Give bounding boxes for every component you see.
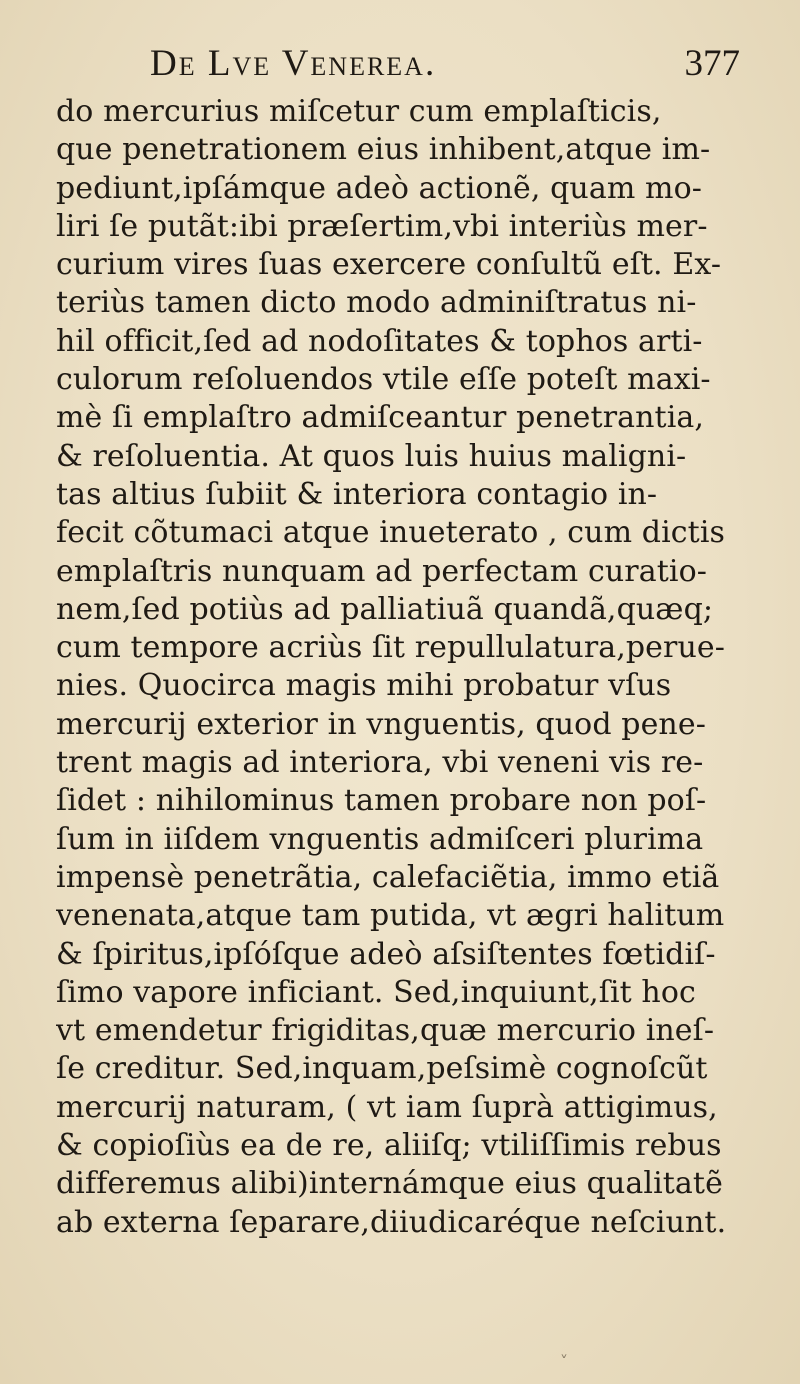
pencil-mark: ˅ <box>560 1352 568 1371</box>
text-line: ſe creditur. Sed,inquam,peſsimè cognoſcũt <box>56 1051 708 1087</box>
text-line: pediunt,ipſámque adeò actionẽ, quam mo- <box>56 170 702 206</box>
text-line: liri ſe putãt:ibi præſertim,vbi interiùs mer- <box>56 208 708 244</box>
text-line: teriùs tamen dicto modo adminiſtratus ni- <box>56 285 697 321</box>
text-line: mè ſi emplaſtro admiſceantur penetrantia, <box>56 400 705 436</box>
text-line: trent magis ad interiora, vbi veneni vis re- <box>56 745 704 781</box>
text-line: emplaſtris nunquam ad perfectam curatio- <box>56 553 707 589</box>
text-line: ſum in iiſdem vnguentis admiſceri plurima <box>56 821 704 857</box>
text-line: fecit cõtumaci atque inueterato , cum dictis <box>56 515 726 551</box>
text-line: do mercurius miſcetur cum emplaſticis, <box>56 94 662 129</box>
text-line: hil officit,ſed ad nodoſitates & tophos arti- <box>56 323 703 359</box>
text-line: differemus alibi)internámque eius qualitatẽ <box>56 1166 723 1202</box>
text-line: & ſpiritus,ipſóſque adeò aſsiſtentes fœtidiſ- <box>56 936 716 972</box>
text-line: ſimo vapore inficiant. Sed,inquiunt,ſit hoc <box>56 974 696 1010</box>
text-line: venenata,atque tam putida, vt ægri halitum <box>56 898 725 934</box>
text-line: vt emendetur frigiditas,quæ mercurio ineſ- <box>56 1013 715 1049</box>
text-line: curium vires ſuas exercere conſultũ eſt. Ex- <box>56 247 722 283</box>
text-line: tas altius ſubiit & interiora contagio in- <box>56 476 658 512</box>
text-line: nem,ſed potiùs ad palliatiuã quandã,quæq; <box>56 591 714 627</box>
text-line: mercurij exterior in vnguentis, quod pene- <box>56 706 706 742</box>
text-line: que penetrationem eius inhibent,atque im- <box>56 132 711 168</box>
text-line: culorum reſoluendos vtile eſſe poteſt maxi- <box>56 362 711 398</box>
text-line: mercurij naturam, ( vt iam ſuprà attigimus, <box>56 1089 718 1125</box>
text-line: ſidet : nihilominus tamen probare non poſ- <box>56 783 707 819</box>
text-line: & reſoluentia. At quos luis huius maligni- <box>56 438 687 474</box>
running-head: De Lve Venerea. <box>150 43 437 84</box>
text-line: impensè penetrãtia, calefaciẽtia, immo etiã <box>56 859 720 895</box>
page-header <box>150 42 740 92</box>
text-line: ab externa ſeparare,diiudicaréque neſciunt. <box>56 1204 727 1240</box>
text-line: cum tempore acriùs ſit repullulatura,perue- <box>56 630 725 666</box>
text-line: & copioſiùs ea de re, aliiſq; vtiliſſimis rebus <box>56 1128 722 1164</box>
body-text <box>56 93 760 1242</box>
page-number: 377 <box>684 43 740 84</box>
text-line: nies. Quocirca magis mihi probatur vſus <box>56 668 672 704</box>
